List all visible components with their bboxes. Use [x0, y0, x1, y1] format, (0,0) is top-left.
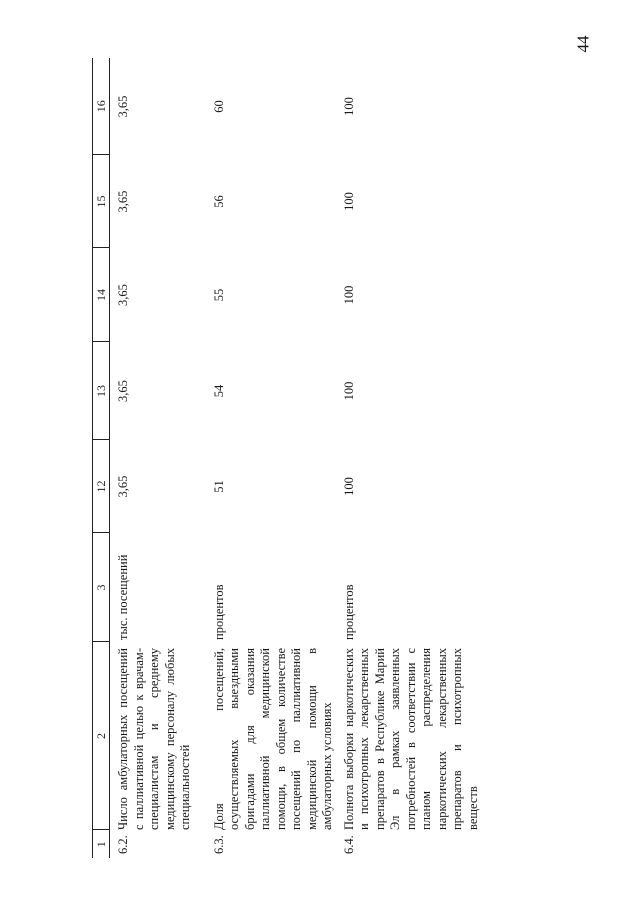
value-cell: 3,65	[116, 284, 130, 306]
indicator-name: Доля посещений, осуществляемых выездными бригадами для оказания паллиативной медицинской помощи, в общем количестве посещений по паллиативной медицинской помощи в амбулаторных условиях	[211, 648, 334, 830]
row-number: 6.3.	[211, 835, 226, 854]
column-header: 14	[93, 248, 110, 342]
indicator-name: Число амбулаторных посещений с паллиативной целью к врачам-специалистам и среднему медицинскому персоналу любых специальностей	[116, 648, 192, 830]
row-number: 6.4.	[341, 835, 356, 854]
column-header: 13	[93, 342, 110, 440]
value-cell: 56	[211, 195, 226, 208]
table-header-row	[93, 58, 110, 858]
value-cell: 51	[211, 480, 226, 493]
value-cell: 55	[211, 288, 226, 302]
value-cell: 100	[341, 381, 356, 401]
indicator-name: Полнота выборки наркотических и психотропных лекарственных препаратов в Республике Марий Эл в рамках заявленных потребностей в соответствии с планом распределения наркотических лекарственных препаратов и психотропных веществ	[341, 648, 480, 830]
column-header: 12	[93, 440, 110, 533]
column-header: 3	[93, 533, 110, 642]
column-header: 2	[93, 642, 110, 830]
value-cell: 3,65	[116, 380, 130, 402]
value-cell: 60	[211, 100, 226, 113]
table-row	[110, 58, 206, 858]
table-row	[336, 58, 482, 858]
value-cell: 3,65	[116, 190, 130, 213]
value-cell: 3,65	[116, 475, 130, 498]
row-number: 6.2.	[116, 835, 130, 854]
page-number: 44	[573, 35, 593, 53]
value-cell: 100	[341, 285, 356, 305]
value-cell: 100	[341, 477, 356, 496]
column-header: 16	[93, 58, 110, 155]
value-cell: 54	[211, 384, 226, 398]
value-cell: 100	[341, 97, 356, 116]
rotated-table-container	[92, 58, 512, 858]
unit-of-measure: процентов	[211, 584, 226, 640]
unit-of-measure: тыс. посещений	[116, 554, 130, 640]
value-cell: 100	[341, 192, 356, 211]
table-row	[206, 58, 336, 858]
column-header: 15	[93, 155, 110, 248]
column-header: 1	[93, 830, 110, 858]
unit-of-measure: процентов	[341, 584, 356, 640]
value-cell: 3,65	[116, 95, 130, 118]
indicators-table	[92, 58, 481, 858]
